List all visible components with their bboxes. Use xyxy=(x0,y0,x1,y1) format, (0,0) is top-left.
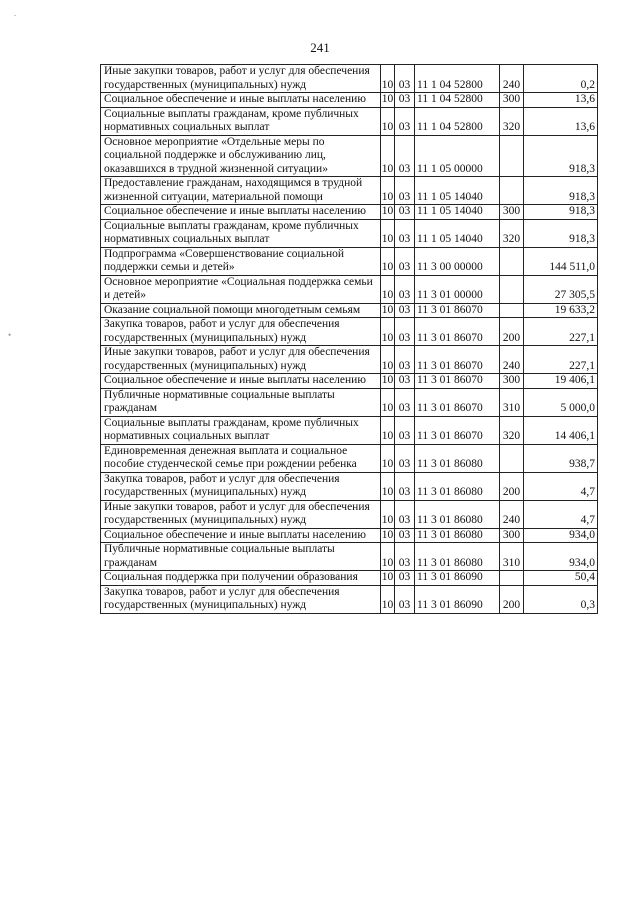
row-rz-code: 10 xyxy=(381,275,395,303)
row-rz-code: 10 xyxy=(381,247,395,275)
row-amount: 918,3 xyxy=(524,135,598,177)
row-pr-code: 03 xyxy=(395,472,415,500)
row-rz-code: 10 xyxy=(381,500,395,528)
row-csr-code: 11 3 01 86070 xyxy=(415,318,500,346)
row-pr-code: 03 xyxy=(395,275,415,303)
row-vr-code: 240 xyxy=(500,346,524,374)
row-pr-code: 03 xyxy=(395,318,415,346)
row-amount: 934,0 xyxy=(524,543,598,571)
table-row xyxy=(101,93,598,108)
row-amount: 938,7 xyxy=(524,444,598,472)
row-vr-code xyxy=(500,275,524,303)
row-rz-code: 10 xyxy=(381,444,395,472)
row-name: Социальное обеспечение и иные выплаты населению xyxy=(101,374,381,389)
table-row xyxy=(101,205,598,220)
row-rz-code: 10 xyxy=(381,374,394,386)
row-name: Публичные нормативные социальные выплаты гражданам xyxy=(101,543,381,571)
row-csr-code: 11 3 01 86080 xyxy=(415,500,500,528)
row-name: Иные закупки товаров, работ и услуг для обеспечения государственных (муниципальных) нужд xyxy=(101,500,381,528)
row-rz-code: 10 xyxy=(381,571,394,583)
table-row xyxy=(101,275,598,303)
row-amount: 144 511,0 xyxy=(524,247,598,275)
row-name: Закупка товаров, работ и услуг для обеспечения государственных (муниципальных) нужд xyxy=(101,472,381,500)
row-pr-code: 03 xyxy=(395,444,415,472)
row-name: Подпрограмма «Совершенствование социальной поддержки семьи и детей» xyxy=(101,247,381,275)
row-amount: 227,1 xyxy=(524,318,598,346)
row-amount: 19 633,2 xyxy=(524,303,598,318)
row-rz-code: 10 xyxy=(381,93,394,105)
row-pr-code: 03 xyxy=(395,388,415,416)
row-name: Социальное обеспечение и иные выплаты населению xyxy=(101,528,381,543)
table-row xyxy=(101,571,598,586)
row-vr-code: 200 xyxy=(500,472,524,500)
row-name: Предоставление гражданам, находящимся в трудной жизненной ситуации, материальной помощи xyxy=(101,177,381,205)
row-pr-code: 03 xyxy=(395,528,415,543)
row-rz-code: 10 xyxy=(381,107,395,135)
row-csr-code: 11 3 01 86080 xyxy=(415,472,500,500)
row-name: Социальное обеспечение и иные выплаты населению xyxy=(101,93,381,108)
row-name: Закупка товаров, работ и услуг для обеспечения государственных (муниципальных) нужд xyxy=(101,585,381,613)
row-vr-code xyxy=(500,177,524,205)
row-rz-code: 10 xyxy=(381,528,394,541)
row-amount: 19 406,1 xyxy=(524,374,598,389)
table-row xyxy=(101,374,598,389)
table-body xyxy=(101,65,598,614)
row-csr-code: 11 1 04 52800 xyxy=(415,107,500,135)
row-vr-code xyxy=(500,571,524,586)
row-amount: 227,1 xyxy=(524,346,598,374)
row-csr-code: 11 3 00 00000 xyxy=(415,247,500,275)
row-vr-code xyxy=(500,247,524,275)
page-number: 241 xyxy=(310,40,330,55)
row-vr-code: 240 xyxy=(500,500,524,528)
row-rz-code: 10 xyxy=(381,65,395,93)
row-pr-code: 03 xyxy=(395,346,415,374)
row-vr-code: 300 xyxy=(500,205,524,220)
row-pr-code: 03 xyxy=(395,374,415,389)
table-row xyxy=(101,318,598,346)
scan-artifact-mark: • xyxy=(8,330,12,340)
row-csr-code: 11 1 04 52800 xyxy=(415,65,500,93)
row-pr-code: 03 xyxy=(395,205,415,220)
row-name: Публичные нормативные социальные выплаты гражданам xyxy=(101,388,381,416)
row-vr-code: 310 xyxy=(500,388,524,416)
row-pr-code: 03 xyxy=(395,543,415,571)
row-name: Социальные выплаты гражданам, кроме публичных нормативных социальных выплат xyxy=(101,107,381,135)
row-pr-code: 03 xyxy=(395,247,415,275)
row-pr-code: 03 xyxy=(395,135,415,177)
row-vr-code: 300 xyxy=(500,374,524,389)
row-rz-code: 10 xyxy=(381,177,395,205)
row-csr-code: 11 1 05 14040 xyxy=(415,205,500,220)
row-csr-code: 11 3 01 00000 xyxy=(415,275,500,303)
row-name: Социальное обеспечение и иные выплаты населению xyxy=(101,205,381,220)
row-csr-code: 11 3 01 86080 xyxy=(415,528,500,543)
row-rz-code: 10 xyxy=(381,472,395,500)
row-csr-code: 11 1 04 52800 xyxy=(415,93,500,108)
budget-table xyxy=(100,64,598,614)
row-pr-code: 03 xyxy=(395,585,415,613)
row-vr-code: 300 xyxy=(500,93,524,108)
row-csr-code: 11 1 05 14040 xyxy=(415,177,500,205)
row-amount: 50,4 xyxy=(524,571,598,586)
row-rz-code: 10 xyxy=(381,346,395,374)
row-csr-code: 11 1 05 14040 xyxy=(415,219,500,247)
row-name: Иные закупки товаров, работ и услуг для обеспечения государственных (муниципальных) нужд xyxy=(101,346,381,374)
row-name: Социальные выплаты гражданам, кроме публичных нормативных социальных выплат xyxy=(101,416,381,444)
table-row xyxy=(101,528,598,543)
row-pr-code: 03 xyxy=(395,65,415,93)
row-vr-code: 320 xyxy=(500,107,524,135)
row-rz-code: 10 xyxy=(381,205,394,217)
table-row xyxy=(101,177,598,205)
table-row xyxy=(101,500,598,528)
row-pr-code: 03 xyxy=(395,107,415,135)
row-vr-code: 200 xyxy=(500,318,524,346)
row-amount: 5 000,0 xyxy=(524,388,598,416)
row-pr-code: 03 xyxy=(395,93,415,108)
row-csr-code: 11 3 01 86070 xyxy=(415,388,500,416)
row-amount: 0,3 xyxy=(524,585,598,613)
row-rz-code: 10 xyxy=(381,585,395,613)
row-vr-code xyxy=(500,303,524,318)
row-csr-code: 11 3 01 86070 xyxy=(415,374,500,389)
row-vr-code xyxy=(500,444,524,472)
row-pr-code: 03 xyxy=(395,571,415,586)
row-amount: 4,7 xyxy=(524,472,598,500)
row-name: Основное мероприятие «Отдельные меры по социальной поддержке и обслуживанию лиц, оказавшихся в трудной жизненной ситуации» xyxy=(101,135,381,177)
table-row xyxy=(101,303,598,318)
row-rz-code: 10 xyxy=(381,318,395,346)
row-amount: 4,7 xyxy=(524,500,598,528)
row-csr-code: 11 3 01 86070 xyxy=(415,416,500,444)
row-pr-code: 03 xyxy=(395,416,415,444)
row-csr-code: 11 1 05 00000 xyxy=(415,135,500,177)
row-csr-code: 11 3 01 86090 xyxy=(415,585,500,613)
row-amount: 27 305,5 xyxy=(524,275,598,303)
row-name: Основное мероприятие «Социальная поддержка семьи и детей» xyxy=(101,275,381,303)
row-amount: 14 406,1 xyxy=(524,416,598,444)
table-row xyxy=(101,346,598,374)
row-name: Социальные выплаты гражданам, кроме публичных нормативных социальных выплат xyxy=(101,219,381,247)
row-name: Оказание социальной помощи многодетным семьям xyxy=(101,303,381,318)
table-row xyxy=(101,416,598,444)
table-row xyxy=(101,585,598,613)
row-vr-code: 320 xyxy=(500,416,524,444)
table-row xyxy=(101,247,598,275)
row-rz-code: 10 xyxy=(381,303,394,316)
row-amount: 918,3 xyxy=(524,205,598,220)
row-csr-code: 11 3 01 86070 xyxy=(415,303,500,318)
row-vr-code: 240 xyxy=(500,65,524,93)
table-row xyxy=(101,388,598,416)
table-row xyxy=(101,444,598,472)
row-amount: 0,2 xyxy=(524,65,598,93)
row-csr-code: 11 3 01 86080 xyxy=(415,444,500,472)
row-vr-code xyxy=(500,135,524,177)
row-pr-code: 03 xyxy=(395,303,415,318)
row-name: Единовременная денежная выплата и социальное пособие студенческой семье при рождении ребенка xyxy=(101,444,381,472)
row-vr-code: 300 xyxy=(500,528,524,543)
table-row xyxy=(101,65,598,93)
row-pr-code: 03 xyxy=(395,177,415,205)
row-amount: 934,0 xyxy=(524,528,598,543)
row-pr-code: 03 xyxy=(395,219,415,247)
row-csr-code: 11 3 01 86090 xyxy=(415,571,500,586)
row-name: Социальная поддержка при получении образования xyxy=(101,571,381,586)
row-amount: 918,3 xyxy=(524,219,598,247)
row-rz-code: 10 xyxy=(381,135,395,177)
table-row xyxy=(101,472,598,500)
table-row xyxy=(101,135,598,177)
scan-artifact-mark: . xyxy=(14,8,17,18)
table-row xyxy=(101,219,598,247)
row-pr-code: 03 xyxy=(395,500,415,528)
row-rz-code: 10 xyxy=(381,219,395,247)
row-csr-code: 11 3 01 86070 xyxy=(415,346,500,374)
row-rz-code: 10 xyxy=(381,543,395,571)
row-name: Иные закупки товаров, работ и услуг для обеспечения государственных (муниципальных) нужд xyxy=(101,65,381,93)
row-vr-code: 310 xyxy=(500,543,524,571)
table-row xyxy=(101,107,598,135)
row-rz-code: 10 xyxy=(381,416,395,444)
row-amount: 918,3 xyxy=(524,177,598,205)
row-vr-code: 320 xyxy=(500,219,524,247)
row-vr-code: 200 xyxy=(500,585,524,613)
row-rz-code: 10 xyxy=(381,388,395,416)
table-row xyxy=(101,543,598,571)
row-name: Закупка товаров, работ и услуг для обеспечения государственных (муниципальных) нужд xyxy=(101,318,381,346)
row-amount: 13,6 xyxy=(524,107,598,135)
row-csr-code: 11 3 01 86080 xyxy=(415,543,500,571)
row-amount: 13,6 xyxy=(524,93,598,108)
